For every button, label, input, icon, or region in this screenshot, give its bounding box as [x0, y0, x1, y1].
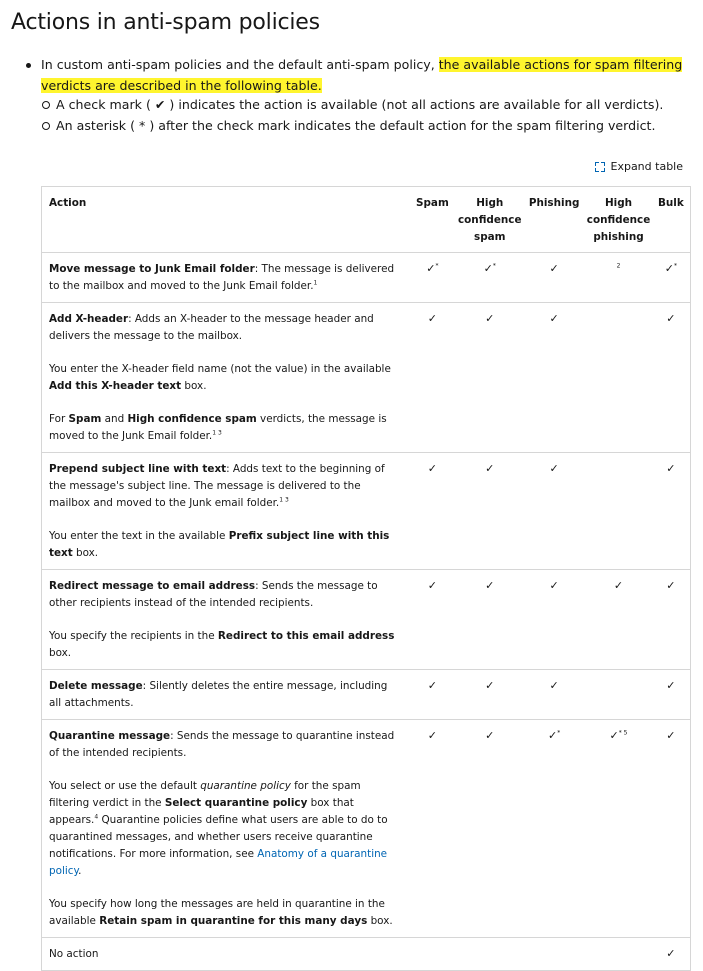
col-header-phishing: Phishing [523, 187, 585, 253]
expand-table-button[interactable] [595, 160, 684, 173]
expand-table-label: Expand table [610, 160, 683, 173]
bullet-ring [42, 122, 50, 130]
check-spam: ✓ [408, 720, 456, 938]
check-phishing: ✓ [523, 303, 585, 453]
check-hc-spam: ✓* [457, 253, 523, 303]
col-header-hc-spam: High confidence spam [457, 187, 523, 253]
action-description: Redirect message to email address: Sends the message to other recipients instead of the intended recipients. You specify the recipients in the Redirect to this email address box. [42, 570, 409, 670]
check-bulk: ✓ [652, 570, 691, 670]
col-header-hc-phishing: High confidence phishing [585, 187, 651, 253]
check-hc-phishing: ✓ [585, 570, 651, 670]
intro-text: In custom anti-spam policies and the default anti-spam policy, [41, 57, 439, 72]
check-hc-spam: ✓ [457, 453, 523, 570]
table-row [42, 253, 691, 303]
check-hc-spam: ✓ [457, 670, 523, 720]
bullet-ring [42, 101, 50, 109]
sub-bullet-asterisk: An asterisk ( * ) after the check mark indicates the default action for the spam filtering verdict. [42, 115, 655, 136]
check-phishing: ✓ [523, 453, 585, 570]
check-spam: ✓ [408, 570, 456, 670]
col-header-action: Action [42, 187, 409, 253]
action-description: Prepend subject line with text: Adds text to the beginning of the message's subject line. The message is delivered to the mailbox and moved to the Junk email folder.$^{1 3}$ You enter the text in the available Prefix subject line with this text box. [42, 453, 409, 570]
sub-bullet-checkmark: A check mark ( ✔ ) indicates the action is available (not all actions are available for all verdicts). [42, 94, 663, 115]
check-phishing: ✓ [523, 253, 585, 303]
highlighted-text: the available actions for spam filtering verdicts are described in the following table. [41, 57, 683, 93]
check-bulk: ✓ [652, 938, 691, 971]
check-phishing: ✓* [523, 720, 585, 938]
check-hc-spam: ✓ [457, 720, 523, 938]
check-bulk: ✓ [652, 453, 691, 570]
empty-hc-spam [457, 938, 523, 971]
col-header-spam: Spam [408, 187, 456, 253]
action-description: Add X-header: Adds an X-header to the message header and delivers the message to the mailbox. You enter the X-header field name (not the value) in the available Add this X-header text box. For Spam and High confidence spam verdicts, the message is moved to the Junk Email folder.$^{1 3}$ [42, 303, 409, 453]
check-phishing: ✓ [523, 570, 585, 670]
intro-bullet [26, 54, 691, 96]
check-spam: ✓ [408, 670, 456, 720]
empty-phishing [523, 938, 585, 971]
table-row [42, 720, 691, 938]
col-header-bulk: Bulk [652, 187, 691, 253]
footnote-hc-phishing: 2 [585, 253, 651, 303]
check-bulk: ✓ [652, 303, 691, 453]
empty-hc-phishing [585, 453, 651, 570]
check-bulk: ✓ [652, 670, 691, 720]
table-row [42, 570, 691, 670]
table-row [42, 670, 691, 720]
check-bulk: ✓* [652, 253, 691, 303]
empty-hc-phishing [585, 938, 651, 971]
actions-table [41, 186, 691, 971]
empty-spam [408, 938, 456, 971]
action-description: No action [42, 938, 409, 971]
check-phishing: ✓ [523, 670, 585, 720]
check-spam: ✓ [408, 453, 456, 570]
check-bulk: ✓ [652, 720, 691, 938]
expand-icon [595, 162, 605, 172]
empty-hc-phishing [585, 303, 651, 453]
empty-hc-phishing [585, 670, 651, 720]
table-header-row [42, 187, 691, 253]
table-row [42, 303, 691, 453]
check-hc-spam: ✓ [457, 303, 523, 453]
action-description: Quarantine message: Sends the message to quarantine instead of the intended recipients. You select or use the default quarantine policy for the spam filtering verdict in the Select quarantine policy box that appears.$^4$ Quarantine policies define what users are able to do to quarantined messages, and whether users receive quarantine notifications. For more information, see Anatomy of a quarantine policy. You specify how long the messages are held in quarantine in the available Retain spam in quarantine for this many days box. [42, 720, 409, 938]
check-spam: ✓* [408, 253, 456, 303]
check-spam: ✓ [408, 303, 456, 453]
table-row [42, 938, 691, 971]
page-title: Actions in anti-spam policies [11, 10, 320, 35]
bullet-dot [26, 63, 31, 68]
table-row [42, 453, 691, 570]
action-description: Move message to Junk Email folder: The message is delivered to the mailbox and moved to the Junk Email folder.$^1$ [42, 253, 409, 303]
quarantine-policy-link[interactable]: Anatomy of a quarantine policy [49, 848, 388, 877]
check-hc-spam: ✓ [457, 570, 523, 670]
action-description: Delete message: Silently deletes the entire message, including all attachments. [42, 670, 409, 720]
check-hc-phishing: ✓$^{* 5}$ [585, 720, 651, 938]
